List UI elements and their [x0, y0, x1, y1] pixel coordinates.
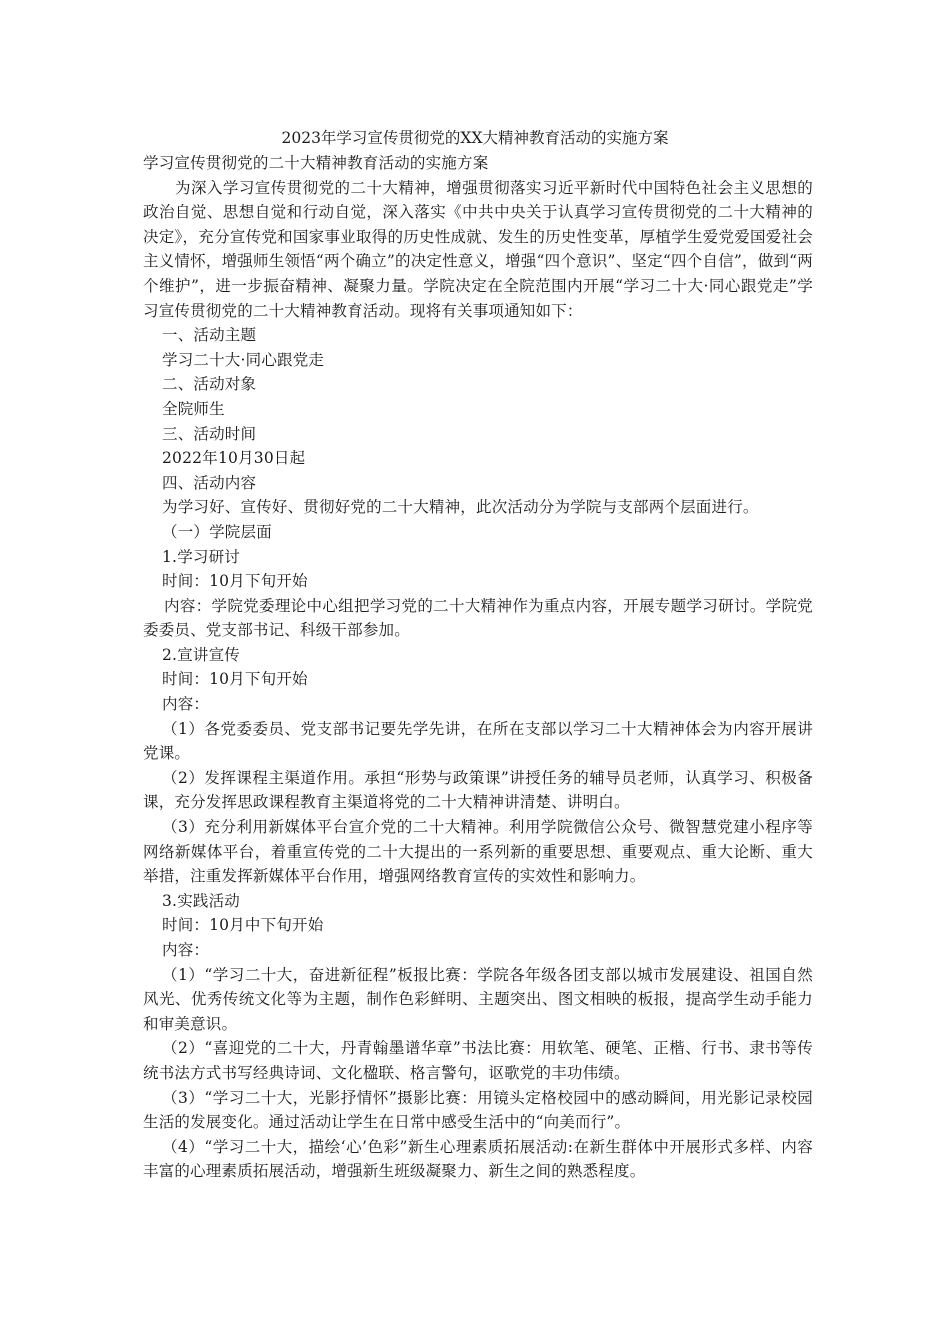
- item-3-paragraph-1: （1）“学习二十大，奋进新征程”板报比赛：学院各年级各团支部以城市发展建设、祖国自然风光、优秀传统文化等为主题，制作色彩鲜明、主题突出、图文相映的板报，提高学生动手能力和审美意识。: [143, 965, 813, 1033]
- section-1-text: 学习二十大·同心跟党走: [162, 350, 325, 369]
- item-2-paragraph-2: （2）发挥课程主渠道作用。承担“形势与政策课”讲授任务的辅导员老师，认真学习、积极备课，充分发挥思政课程教育主渠道将党的二十大精神讲清楚、讲明白。: [143, 768, 813, 812]
- item-3-paragraph-3: （3）“学习二十大，光影抒情怀”摄影比赛：用镜头定格校园中的感动瞬间，用光影记录校园生活的发展变化。通过活动让学生在日常中感受生活中的“向美而行”。: [143, 1088, 813, 1132]
- section-4-heading: 四、活动内容: [162, 473, 257, 492]
- section-2-heading: 二、活动对象: [162, 375, 257, 394]
- item-2-title: 2.宣讲宣传: [162, 645, 240, 664]
- document-body: [143, 151, 813, 1184]
- intro-paragraph: 为深入学习宣传贯彻党的二十大精神，增强贯彻落实习近平新时代中国特色社会主义思想的政治自觉、思想自觉和行动自觉，深入落实《中共中央关于认真学习宣传贯彻党的二十大精神的决定》，充分宣传党和国家事业取得的历史性成就、发生的历史性变革，厚植学生爱党爱国爱社会主义情怀，增强师生领悟“两个确立”的决定性意义，增强“四个意识”、坚定“四个自信”，做到“两个维护”，进一步振奋精神、凝聚力量。学院决定在全院范围内开展“学习二十大·同心跟党走”学习宣传贯彻党的二十大精神教育活动。现将有关事项通知如下：: [143, 178, 813, 320]
- item-2-time: 时间：10月下旬开始: [162, 670, 308, 689]
- item-3-title: 3.实践活动: [162, 891, 240, 910]
- section-3-heading: 三、活动时间: [162, 424, 257, 443]
- item-3-time: 时间：10月中下旬开始: [162, 916, 324, 935]
- item-1-content: 内容：学院党委理论中心组把学习党的二十大精神作为重点内容，开展专题学习研讨。学院党委委员、党支部书记、科级干部参加。: [143, 596, 813, 640]
- item-2-paragraph-1: （1）各党委委员、党支部书记要先学先讲，在所在支部以学习二十大精神体会为内容开展讲党课。: [143, 719, 813, 763]
- item-1-title: 1.学习研讨: [162, 547, 240, 566]
- document-title: 2023年学习宣传贯彻党的XX大精神教育活动的实施方案: [281, 129, 669, 147]
- section-2-text: 全院师生: [162, 399, 225, 418]
- item-2-paragraph-3: （3）充分利用新媒体平台宣介党的二十大精神。利用学院微信公众号、微智慧党建小程序等网络新媒体平台，着重宣传党的二十大提出的一系列新的重要思想、重要观点、重大论断、重大举措，注重发挥新媒体平台作用，增强网络教育宣传的实效性和影响力。: [143, 818, 813, 886]
- item-3-content-label: 内容：: [162, 941, 210, 959]
- document-subtitle: 学习宣传贯彻党的二十大精神教育活动的实施方案: [143, 154, 489, 172]
- section-1-heading: 一、活动主题: [162, 326, 257, 345]
- section-4-text: 为学习好、宣传好、贯彻好党的二十大精神，此次活动分为学院与支部两个层面进行。: [162, 498, 759, 517]
- item-1-time: 时间：10月下旬开始: [162, 572, 308, 591]
- item-3-paragraph-2: （2）“喜迎党的二十大，丹青翰墨谱华章”书法比赛：用软笔、硬笔、正楷、行书、隶书等传统书法方式书写经典诗词、文化楹联、格言警句，讴歌党的丰功伟绩。: [143, 1039, 813, 1082]
- level-1-heading: （一）学院层面: [162, 522, 272, 541]
- item-2-content-label: 内容：: [162, 695, 210, 714]
- item-3-paragraph-4: （4）“学习二十大，描绘‘心’色彩”新生心理素质拓展活动:在新生群体中开展形式多样、内容丰富的心理素质拓展活动，增强新生班级凝聚力、新生之间的熟悉程度。: [143, 1137, 813, 1181]
- section-3-text: 2022年10月30日起: [162, 449, 306, 468]
